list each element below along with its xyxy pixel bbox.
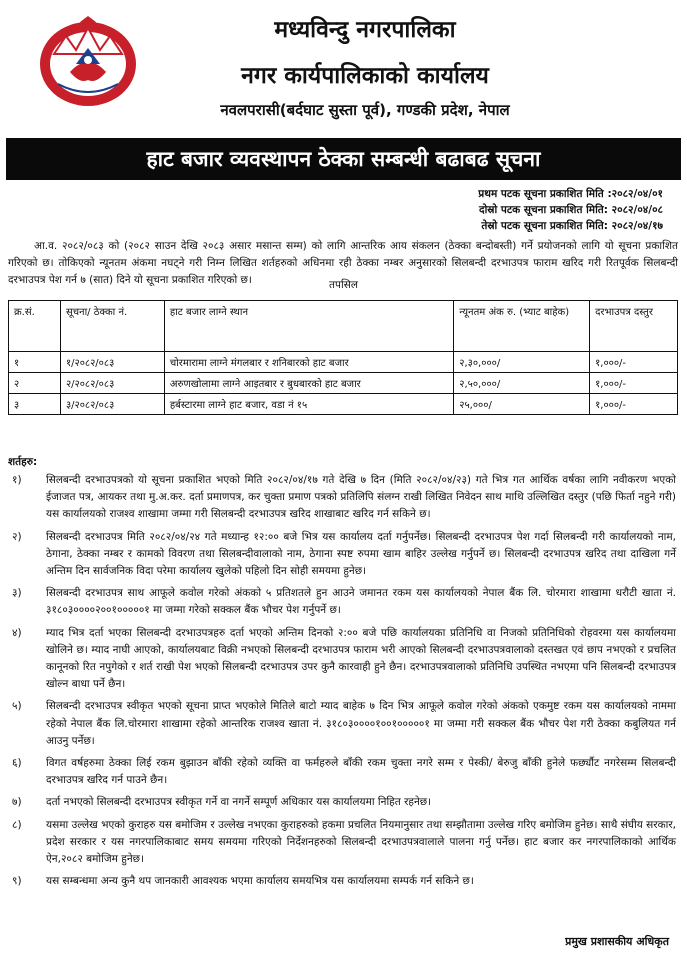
term-number: ७) [12,796,22,809]
contract-table [8,300,678,415]
table-cell: १/२०८२/०८३ [60,352,164,373]
list-item [8,817,676,869]
list-item [8,585,676,619]
list-item [8,873,676,890]
table-cell: हर्बस्टारमा लाग्ने हाट बजार, वडा नं १५ [164,394,453,415]
signatory-title: प्रमुख प्रशासकीय अधिकृत [565,935,669,948]
table-cell: २५,०००/ [454,394,590,415]
table-cell: चोरमारामा लाग्ने मंगलबार र शनिबारको हाट बजार [164,352,453,373]
nepal-government-emblem-icon [36,14,140,110]
table-cell: २,५०,०००/ [454,373,590,394]
publication-dates [478,186,663,234]
term-text: सिलबन्दी दरभाउपत्र स्वीकृत भएको सूचना प्राप्त भएकोले मितिले बाटो म्याद बाहेक ७ दिन भित्र आफूले कवोल गरेको अंकको एकमुष्ट रकम यस कार्यालयको नाममा रहेको नेपाल बैंक लि.चोरमारा शाखामा रहेको आन्तरिक राजश्व खाता नं. ३१८०३००००१००१०००००१ मा जम्मा गरी सक्कल बैंक भौचर पेश गरी ठेक्का कबुलियत गर्न आउनु पर्नेछ। [46,700,676,747]
term-number: ६) [12,757,22,770]
term-number: ५) [12,700,22,713]
list-item [8,472,676,524]
term-text: विगत वर्षहरुमा ठेक्का लिई रकम बुझाउन बाँकी रहेको व्यक्ति वा फर्महरुले बाँकी रकम चुक्ता नगरे सम्म र पेस्की/ बेरुजु बाँकी हुनेले फर्छ्यौट नगरेसम्म सिलबन्दी दरभाउपत्र खरिद गर्न पाउने छैन। [46,757,676,787]
term-text: यसमा उल्लेख भएको कुराहरु यस बमोजिम र उल्लेख नभएका कुराहरुको हकमा प्रचलित नियमानुसार तथा सम्झौतामा उल्लेख गरिए बमोजिम हुनेछ। साथै संघीय सरकार, प्रदेश सरकार र यस नगरपालिकाबाट समय समयमा गरिएको निर्देशनहरुको सिलबन्दी दरभाउपत्रवालाले पालना गर्नु पर्नेछ। हाट बजार कर नगरपालिकाको आर्थिक ऐन,२०८२ बमोजिम हुनेछ। [46,818,676,866]
term-text: सिलबन्दी दरभाउपत्र साथ आफूले कवोल गरेको अंकको ५ प्रतिशतले हुन आउने जमानत रकम यस कार्यालयको नेपाल बैंक लि. चोरमारा शाखामा धरौटी खाता नं. ३१८०३००००२००१०००००१ मा जम्मा गरेको सक्कल बैंक भौचर पेश गर्नुपर्ने छ। [46,587,677,617]
table-header-cell: हाट बजार लाग्ने स्थान [164,301,453,352]
list-item [8,698,676,750]
publication-date-second: दोस्रो पटक सूचना प्रकाशित मिति: २०८२/०४/०८ [479,204,663,216]
term-number: ८) [12,818,22,831]
notice-banner: हाट बजार व्यवस्थापन ठेक्का सम्बन्धी बढाबढ सूचना [6,138,681,180]
intro-text: आ.व. २०८२/०८३ को (२०८२ साउन देखि २०८३ असार मसान्त सम्म) को लागि आन्तरिक आय संकलन (ठेक्का बन्दोबस्ती) गर्ने प्रयोजनको लागि यो सूचना प्रकाशित गरिएको छ। तोकिएको न्यूनतम अंकमा नघट्ने गरी निम्न लिखित शर्तहरुको अधिनमा रही ठेक्का नम्बर अनुसारको सिलबन्दी दरभाउपत्र फाराम खरिद गरी रितपूर्वक सिलबन्दी दरभाउपत्र पेश गर्न ७ (सात) दिने यो सूचना प्रकाशित गरिएको छ। [8,240,678,286]
table-cell: अरुणखोलामा लाग्ने आइतबार र बुधबारको हाट बजार [164,373,453,394]
term-text: म्याद भित्र दर्ता भएका सिलबन्दी दरभाउपत्रहरु दर्ता भएको अन्तिम दिनको २:०० बजे पछि कार्यालयका प्रतिनिधि वा निजको प्रतिनिधिको रोहवरमा यस कार्यालयमा खोलिने छ। म्याद नाघी आएको, कार्यालयबाट विक्री नभएको सिलबन्दी दरभाउपत्र फाराम भरी आएको सिलबन्दी दरभाउपत्रवालाको दस्तखत एवं छाप नभएको र प्रचलित कानूनको रित नपुगेको र शर्त राखी पेश भएको सिलबन्दी दरभाउपत्र उपर कुनै कारवाही हुने छैन। दरभाउपत्रवालाको प्रतिनिधि उपस्थित नभएमा पनि सिलबन्दी दरभाउपत्र खोल्न बाधा पर्ने छैन। [46,626,676,691]
schedule-heading: तपसिल [329,279,358,291]
list-item [8,529,676,581]
table-row [9,352,678,373]
table-cell: २,३०,०००/ [454,352,590,373]
table-row [9,394,678,415]
list-item [8,625,676,694]
term-text: यस सम्बन्धमा अन्य कुनै थप जानकारी आवश्यक भएमा कार्यालय समयभित्र यस कार्यालयमा सम्पर्क गर्न सकिने छ। [46,875,474,888]
table-header-cell: दरभाउपत्र दस्तुर [590,301,678,352]
table-cell: २/२०८२/०८३ [60,373,164,394]
table-cell: १,०००/- [590,394,678,415]
term-text: दर्ता नभएको सिलबन्दी दरभाउपत्र स्वीकृत गर्ने वा नगर्ने सम्पूर्ण अधिकार यस कार्यालयमा निहित रहनेछ। [46,796,432,809]
term-number: ३) [12,587,22,600]
term-number: ९) [12,875,22,888]
table-cell: ३ [9,394,61,415]
table-cell: ३/२०८२/०८३ [60,394,164,415]
table-cell: १,०००/- [590,373,678,394]
table-cell: १ [9,352,61,373]
terms-heading: शर्तहरु: [8,456,38,468]
table-header-cell: न्यूनतम अंक रु. (भ्याट बाहेक) [454,301,590,352]
term-number: १) [12,474,22,486]
office-title: नगर कार्यपालिकाको कार्यालय [241,63,489,89]
publication-date-third: तेस्रो पटक सूचना प्रकाशित मिति: २०८२/०४/१७ [481,220,663,232]
publication-date-first: प्रथम पटक सूचना प्रकाशित मिति :२०८२/०४/०१ [478,188,663,200]
table-header-cell: क्र.सं. [9,301,61,352]
term-number: २) [12,530,22,543]
term-text: सिलबन्दी दरभाउपत्र मिति २०८२/०४/२४ गते मध्यान्ह १२:०० बजे भित्र यस कार्यालय दर्ता गर्नुपर्नेछ। सिलबन्दी दरभाउपत्र पेश गर्दा सिलबन्दी गरी कार्यालयको नाम, ठेगाना, ठेक्का नम्बर र कामको विवरण तथा सिलबन्दीवालाको नाम, ठेगाना स्पष्ट रुपमा खाम बाहिर उल्लेख गर्नुपर्ने छ। सिलबन्दी दरभाउपत्र खरिद तथा दाखिला गर्ने अन्तिम दिन सार्वजनिक विदा परेमा कार्यालय खुलेको पहिलो दिन सोही समयमा हुनेछ। [46,530,676,578]
table-header-cell: सूचना/ ठेक्का नं. [60,301,164,352]
table-row [9,373,678,394]
list-item [8,794,676,811]
terms-list [8,472,676,895]
office-address: नवलपरासी(बर्दघाट सुस्ता पूर्व), गण्डकी प्रदेश, नेपाल [220,101,510,119]
table-header-row [9,301,678,352]
term-number: ४) [12,626,22,639]
term-text: सिलबन्दी दरभाउपत्रको यो सूचना प्रकाशित भएको मिति २०८२/०४/१७ गते देखि ७ दिन (मिति २०८२/०४/२३) गते भित्र गत आर्थिक वर्षका लागि नवीकरण भएको ईजाजत पत्र, आयकर तथा मु.अ.कर. दर्ता प्रमाणपत्र, कर चुक्ता प्रमाण पत्रको प्रतिलिपि संलग्न राखी लिखित निवेदन साथ माथि उल्लिखित दस्तुर (पछि फिर्ता नहुने गरी) यस कार्यालयको राजश्व शाखामा जम्मा गरी सिलबन्दी दरभाउपत्र खरिद शाखाबाट खरिद गर्न सकिने छ। [46,474,676,521]
table-cell: १,०००/- [590,352,678,373]
municipality-title: मध्यविन्दु नगरपालिका [274,17,456,43]
table-cell: २ [9,373,61,394]
list-item [8,755,676,789]
